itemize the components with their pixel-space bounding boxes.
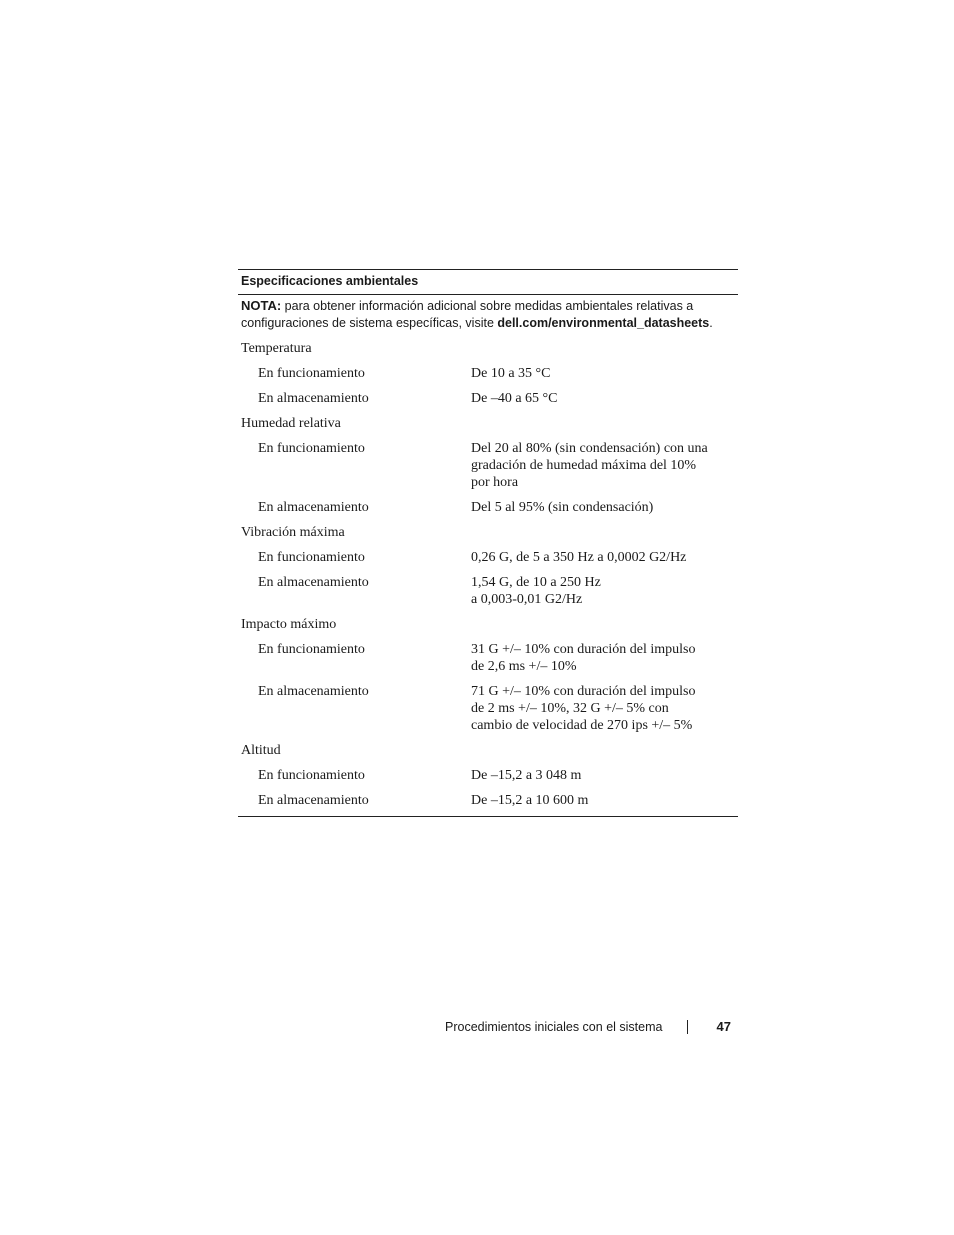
spec-row bbox=[238, 357, 738, 382]
bottom-rule bbox=[238, 816, 738, 817]
table-title: Especificaciones ambientales bbox=[238, 270, 738, 295]
environmental-spec-table bbox=[238, 269, 738, 817]
footer-separator bbox=[687, 1020, 688, 1034]
spec-value-line: De –40 a 65 °C bbox=[471, 391, 558, 406]
spec-value bbox=[471, 440, 721, 491]
spec-row bbox=[238, 633, 738, 675]
spec-value-line: De 10 a 35 °C bbox=[471, 366, 551, 381]
spec-row bbox=[238, 432, 738, 491]
spec-value bbox=[471, 390, 721, 407]
spec-value-line: 71 G +/– 10% con duración del impulso bbox=[471, 684, 696, 699]
spec-row bbox=[238, 382, 738, 407]
section-title: Altitud bbox=[241, 743, 281, 758]
spec-row bbox=[238, 675, 738, 734]
spec-label: En almacenamiento bbox=[258, 391, 369, 406]
spec-row bbox=[238, 491, 738, 516]
spec-label: En funcionamiento bbox=[258, 366, 365, 381]
spec-value-line: 1,54 G, de 10 a 250 Hz bbox=[471, 575, 601, 590]
section-title: Impacto máximo bbox=[241, 617, 337, 632]
spec-value-line: a 0,003-0,01 G2/Hz bbox=[471, 592, 583, 607]
spec-value bbox=[471, 549, 721, 566]
spec-value-line: cambio de velocidad de 270 ips +/– 5% bbox=[471, 718, 693, 733]
note-link[interactable]: dell.com/environmental_datasheets bbox=[497, 316, 710, 330]
spec-label: En almacenamiento bbox=[258, 793, 369, 808]
spec-value-line: por hora bbox=[471, 475, 519, 490]
note-end: . bbox=[709, 316, 713, 330]
spec-label: En funcionamiento bbox=[258, 550, 365, 565]
note-label: NOTA: bbox=[241, 298, 282, 313]
spec-label: En almacenamiento bbox=[258, 575, 369, 590]
spec-value-line: 0,26 G, de 5 a 350 Hz a 0,0002 G2/Hz bbox=[471, 550, 687, 565]
spec-value-line: Del 5 al 95% (sin condensación) bbox=[471, 500, 654, 515]
spec-label: En funcionamiento bbox=[258, 441, 365, 456]
footer-chapter-title: Procedimientos iniciales con el sistema bbox=[445, 1019, 663, 1034]
spec-value-line: De –15,2 a 3 048 m bbox=[471, 768, 582, 783]
spec-value bbox=[471, 574, 721, 608]
spec-sections bbox=[238, 332, 738, 809]
spec-row bbox=[238, 759, 738, 784]
page-footer bbox=[445, 1019, 735, 1034]
spec-label: En funcionamiento bbox=[258, 768, 365, 783]
spec-row bbox=[238, 566, 738, 608]
spec-value-line: De –15,2 a 10 600 m bbox=[471, 793, 589, 808]
note-text: para obtener información adicional sobre medidas ambientales relativas a configuraciones de sistema específicas, visite bbox=[241, 299, 694, 330]
spec-value bbox=[471, 499, 721, 516]
spec-row bbox=[238, 784, 738, 809]
spec-label: En almacenamiento bbox=[258, 684, 369, 699]
spec-value bbox=[471, 767, 721, 784]
spec-value-line: 31 G +/– 10% con duración del impulso bbox=[471, 642, 696, 657]
spec-value-line: Del 20 al 80% (sin condensación) con una bbox=[471, 441, 708, 456]
spec-value-line: de 2,6 ms +/– 10% bbox=[471, 659, 577, 674]
note bbox=[238, 295, 738, 332]
spec-value bbox=[471, 641, 721, 675]
spec-row bbox=[238, 541, 738, 566]
spec-value-line: gradación de humedad máxima del 10% bbox=[471, 458, 697, 473]
spec-value bbox=[471, 792, 721, 809]
spec-label: En almacenamiento bbox=[258, 500, 369, 515]
section-title: Temperatura bbox=[241, 341, 312, 356]
spec-label: En funcionamiento bbox=[258, 642, 365, 657]
spec-value-line: de 2 ms +/– 10%, 32 G +/– 5% con bbox=[471, 701, 669, 716]
section-title: Humedad relativa bbox=[241, 416, 341, 431]
spec-value bbox=[471, 365, 721, 382]
section-title: Vibración máxima bbox=[241, 525, 345, 540]
page-number: 47 bbox=[716, 1019, 731, 1034]
spec-value bbox=[471, 683, 721, 734]
